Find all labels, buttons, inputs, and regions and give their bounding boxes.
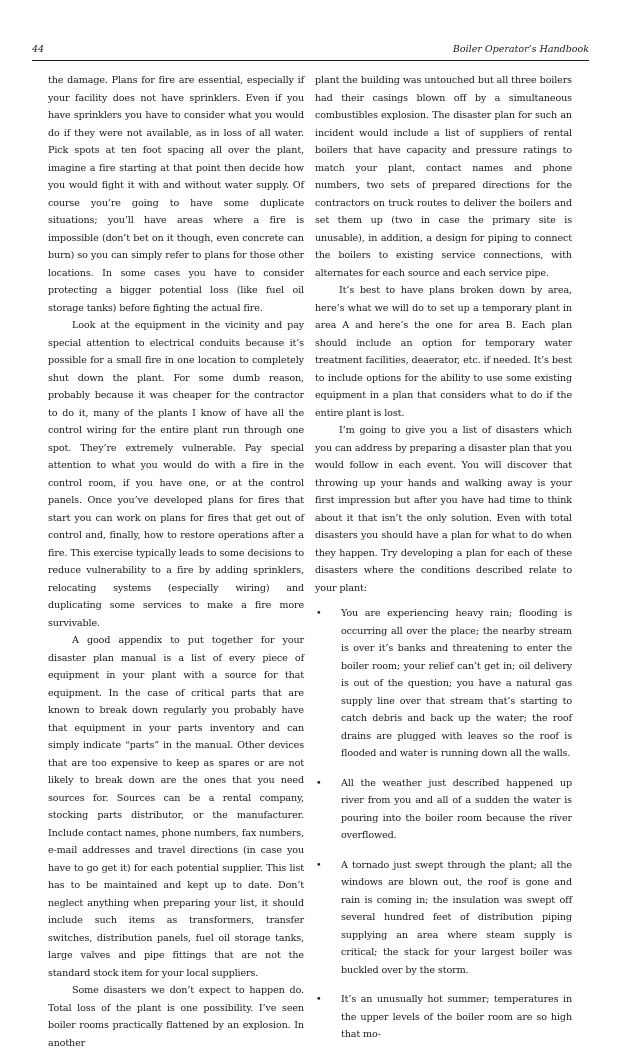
left-column	[48, 72, 304, 1052]
page-header	[32, 44, 589, 58]
disaster-list	[315, 605, 572, 1044]
paragraph: Look at the equipment in the vicinity and pay special attention to electrical conduits because it’s possible for a small fire in one location to completely shut down the plant. For some dumb reason, probably because it was cheaper for the contractor to do it, many of the plants I know of have all the control wiring for the entire plant run through one spot. They’re extremely vulnerable. Pay special attention to what you would do with a fire in the control room, if you have one, or at the control panels. Once you’ve developed plans for fires that start you can work on plans for fires that get out of control and, finally, how to restore operations after a fire. This exercise typically leads to some decisions to reduce vulnerability to a fire by adding sprinklers, relocating systems (especially wiring) and duplicating some services to make a fire more survivable.	[48, 320, 304, 629]
paragraph: It’s best to have plans broken down by area, here’s what we will do to set up a temporary plant in area A and here’s the one for area B. Each plan should include an option for temporary water treatment facilities, deaerator, etc. if needed. It’s best to include options for the ability to use some existing equipment in a plan that considers what to do if the entire plant is lost.	[315, 285, 572, 419]
list-item-text: It’s an unusually hot summer; temperatures in the upper levels of the boiler room are so high that mo-	[341, 994, 572, 1040]
paragraph: plant the building was untouched but all three boilers had their casings blown off by a simultaneous combustibles explosion. The disaster plan for such an incident would include a list of suppliers of rental boilers that have capacity and pressure ratings to match your plant, contact names and phone numbers, two sets of prepared directions for the contractors on truck routes to deliver the boilers and set them up (two in case the primary site is unusable), in addition, a design for piping to connect the boilers to existing service connections, with alternates for each source and each service pipe.	[315, 75, 572, 279]
bullet-icon: •	[316, 777, 322, 789]
bullet-icon: •	[316, 859, 322, 871]
list-item	[315, 991, 572, 1044]
paragraph: A good appendix to put together for your disaster plan manual is a list of every piece of equipment in your plant with a source for that equipment. In the case of critical parts that are known to break down regularly you probably have that equipment in your parts inventory and can simply indicate “parts” in the manual. Other devices that are too expensive to keep as spares or are not likely to break down are the ones that you need sources for. Sources can be a rental company, stocking parts distributor, or the manufacturer. Include contact names, phone numbers, fax numbers, e-mail addresses and travel directions (in case you have to go get it) for each potential supplier. This list has to be maintained and kept up to date. Don’t neglect anything when preparing your list, it should include such items as transformers, transfer switches, distribution panels, fuel oil storage tanks, large valves and pipe fittings that are not the standard stock item for your local suppliers.	[48, 635, 304, 979]
page-number: 44	[32, 44, 45, 55]
list-item-text: A tornado just swept through the plant; all the windows are blown out, the roof is gone and rain is coming in; the insulation was swept off several hundred feet of distribution piping supplying an area where steam supply is critical; the stack for your largest boiler was buckled over by the storm.	[341, 859, 572, 976]
list-item	[315, 857, 572, 980]
paragraph: the damage. Plans for fire are essential, especially if your facility does not have sprinklers. Even if you have sprinklers you have to consider what you would do if they were not available, as in loss of all water. Pick spots at ten foot spacing all over the plant, imagine a fire starting at that point then decide how you would fight it with and without water supply. Of course you’re going to have some duplicate situations; you’ll have areas where a fire is impossible (don’t bet on it though, even concrete can burn) so you can simply refer to plans for those other locations. In some cases you have to consider protecting a bigger potential loss (like fuel oil storage tanks) before fighting the actual fire.	[48, 75, 304, 314]
list-item-text: All the weather just described happened up river from you and all of a sudden the water is pouring into the boiler room because the river overflowed.	[341, 777, 572, 841]
bullet-icon: •	[316, 608, 322, 619]
list-item	[315, 775, 572, 845]
list-item-text: You are experiencing heavy rain; flooding is occurring all over the place; the nearby stream is over it’s banks and threatening to enter the boiler room; your relief can’t get in; oil delivery is out of the question; you have a natural gas supply line over that stream that’s starting to catch debris and back up the water; the roof drains are plugged with leaves so the roof is flooded and water is running down all the walls.	[341, 608, 572, 759]
right-column	[315, 72, 572, 1056]
paragraph: Some disasters we don’t expect to happen do. Total loss of the plant is one possibility. I’ve seen boiler rooms practically flattened by an explosion. In another	[48, 985, 304, 1049]
bullet-icon: •	[316, 994, 322, 1005]
paragraph: I’m going to give you a list of disasters which you can address by preparing a disaster plan that you would follow in each event. You will discover that throwing up your hands and walking away is your first impression but after you have had time to think about it that isn’t the only solution. Even with total disasters you should have a plan for what to do when they happen. Try developing a plan for each of these disasters where the conditions described relate to your plant:	[315, 425, 572, 594]
header-rule	[32, 60, 589, 61]
running-title: Boiler Operator’s Handbook	[452, 44, 589, 55]
list-item	[315, 605, 572, 763]
